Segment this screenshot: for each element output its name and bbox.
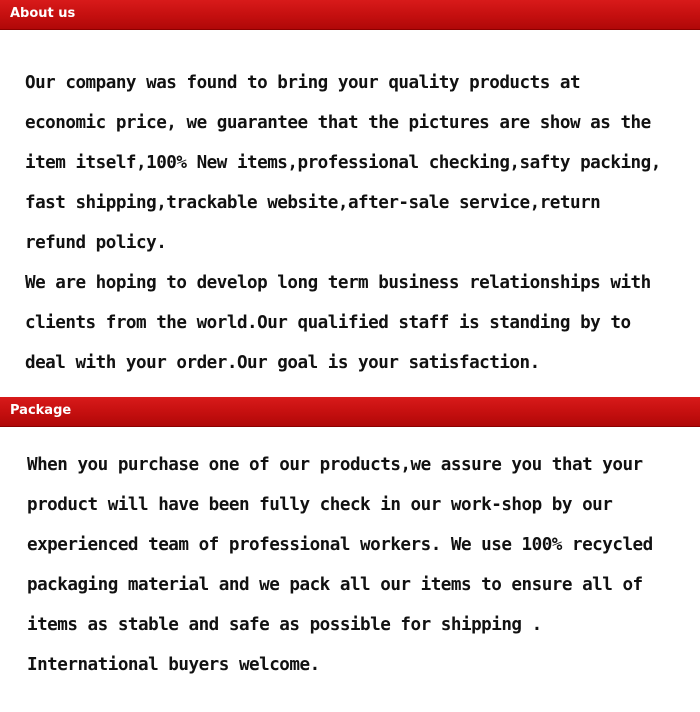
about-us-heading: About us <box>10 6 76 21</box>
about-line: Our company was found to bring your quality products at <box>25 73 581 93</box>
about-line: refund policy. <box>25 233 167 253</box>
about-us-text <box>25 63 685 383</box>
package-line: experienced team of professional workers. We use 100% recycled <box>27 535 653 555</box>
package-text <box>27 445 687 685</box>
about-line: We are hoping to develop long term business relationships with <box>25 273 651 293</box>
package-line: product will have been fully check in our work-shop by our <box>27 495 613 515</box>
package-line: When you purchase one of our products,we assure you that your <box>27 455 643 475</box>
about-line: item itself,100% New items,professional checking,safty packing, <box>25 153 661 173</box>
about-line: fast shipping,trackable website,after-sale service,return <box>25 193 601 213</box>
package-line: items as stable and safe as possible for shipping . <box>27 615 542 635</box>
package-heading: Package <box>10 403 72 418</box>
package-line: International buyers welcome. <box>27 655 320 675</box>
package-header-bar <box>0 397 700 427</box>
package-line: packaging material and we pack all our items to ensure all of <box>27 575 643 595</box>
about-line: deal with your order.Our goal is your satisfaction. <box>25 353 540 373</box>
about-line: economic price, we guarantee that the pictures are show as the <box>25 113 651 133</box>
about-us-header-bar <box>0 0 700 30</box>
about-line: clients from the world.Our qualified staff is standing by to <box>25 313 631 333</box>
